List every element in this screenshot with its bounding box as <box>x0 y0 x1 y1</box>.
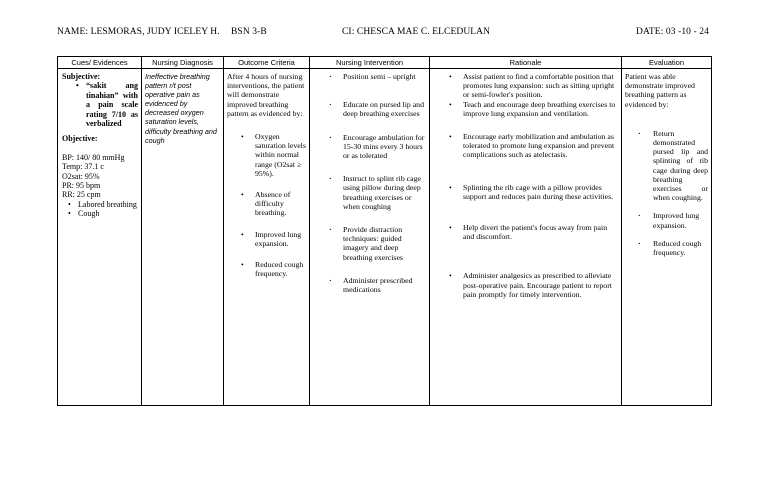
section-label: BSN 3-B <box>231 27 267 37</box>
clinical-instructor: CI: CHESCA MAE C. ELCEDULAN <box>342 27 491 37</box>
objective-item: • Labored breathing <box>68 200 138 209</box>
student-name: NAME: LESMORAS, JUDY ICELEY H. <box>57 27 220 37</box>
rationale-item: • Encourage early mobilization and ambulation as tolerated to promote lung expansion and prevent complications such as atelectasis. <box>449 132 618 160</box>
rationale-item: • Teach and encourage deep breathing exercises to improve lung expansion and ventilation. <box>449 100 618 118</box>
vital-o2sat: O2sat: 95% <box>62 171 100 181</box>
column-header-diagnosis: Nursing Diagnosis <box>142 57 224 69</box>
vital-rr: RR: 25 cpm <box>62 190 101 200</box>
nursing-care-plan-table <box>57 56 712 406</box>
intervention-item: · Position semi – upright <box>329 72 426 81</box>
table-row <box>58 69 712 406</box>
rationale-cell <box>430 69 622 406</box>
column-header-outcome: Outcome Criteria <box>224 57 310 69</box>
objective-item: • Cough <box>68 209 138 218</box>
column-header-cues: Cues/ Evidences <box>58 57 142 69</box>
outcome-item: • Absence of difficulty breathing. <box>241 190 306 218</box>
outcome-item: • Reduced cough frequency. <box>241 260 306 278</box>
intervention-item: · Encourage ambulation for 15-30 mins every 3 hours or as tolerated <box>329 133 426 161</box>
rationale-item: • Administer analgesics as prescribed to alleviate post-operative pain. Encourage patient to report pain promptly for timely intervention. <box>449 271 618 299</box>
intervention-cell <box>310 69 430 406</box>
subjective-item: • “sakit ang tinahian” with a pain scale rating 7/10 as verbalized <box>76 81 138 128</box>
diagnosis-cell <box>142 69 224 406</box>
outcome-intro: After 4 hours of nursing interventions, the patient will demonstrate improved breathing pattern as evidenced by: <box>227 72 305 118</box>
rationale-item: • Splinting the rib cage with a pillow provides support and reduces pain during these activities. <box>449 183 618 201</box>
rationale-item: • Assist patient to find a comfortable position that promotes lung expansion: such as sitting upright or semi-fowler's position. <box>449 72 618 100</box>
vital-pr: PR: 95 bpm <box>62 181 101 191</box>
intervention-item: · Administer prescribed medications <box>329 276 426 294</box>
column-header-intervention: Nursing Intervention <box>310 57 430 69</box>
vital-bp: BP: 140/ 80 mmHg <box>62 152 125 162</box>
outcome-cell <box>224 69 310 406</box>
intervention-item: · Instruct to splint rib cage using pillow during deep breathing exercises or when coughing <box>329 174 426 211</box>
table-header-row <box>58 57 712 69</box>
outcome-item: • Improved lung expansion. <box>241 230 306 248</box>
column-header-evaluation: Evaluation <box>622 57 712 69</box>
cues-cell <box>58 69 142 406</box>
evaluation-item: · Reduced cough frequency. <box>638 239 708 257</box>
column-header-rationale: Rationale <box>430 57 622 69</box>
intervention-item: · Educate on pursed lip and deep breathing exercises <box>329 100 426 118</box>
vital-temp: Temp: 37.1 c <box>62 162 104 172</box>
evaluation-cell <box>622 69 712 406</box>
evaluation-intro: Patient was able demonstrate improved breathing pattern as evidenced by: <box>625 72 695 109</box>
date-label: DATE: 03 -10 - 24 <box>636 27 709 37</box>
subjective-label: Subjective: <box>62 72 101 81</box>
evaluation-item: · Return demonstrated pursed lip and splinting of rib cage during deep breathing exercises or when coughing. <box>638 129 708 203</box>
outcome-item: • Oxygen saturation levels within normal range (O2sat ≥ 95%). <box>241 132 306 178</box>
intervention-item: · Provide distraction techniques: guided imagery and deep breathing exercises <box>329 225 426 262</box>
rationale-item: • Help divert the patient's focus away from pain and discomfort. <box>449 223 618 241</box>
nursing-diagnosis-text: Ineffective breathing pattern r/t post operative pain as evidenced by decreased oxygen saturation levels, difficulty breathing and cough <box>145 72 217 145</box>
evaluation-item: · Improved lung expansion. <box>638 211 708 229</box>
objective-label: Objective: <box>62 134 98 144</box>
